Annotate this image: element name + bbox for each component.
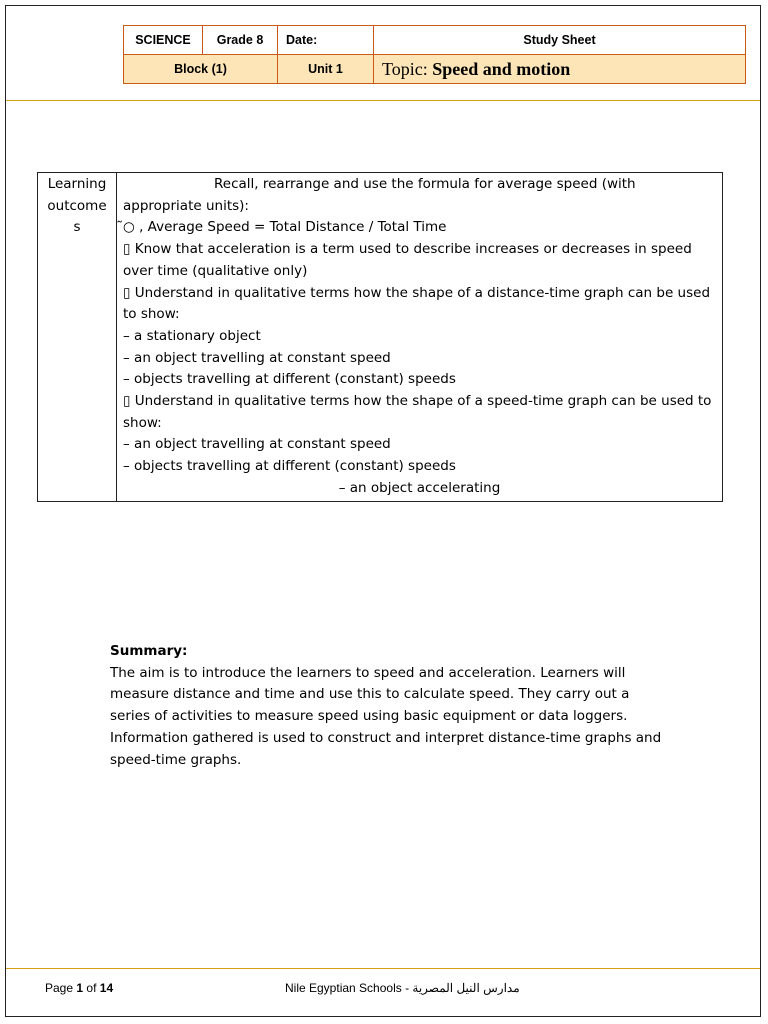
outcome-line: – a stationary object xyxy=(123,327,261,344)
outcome-line: – an object accelerating xyxy=(338,479,501,496)
date-cell: Date: xyxy=(278,26,374,55)
outcome-line: ▯ Know that acceleration is a term used to describe increases or decreases in speed over time (qualitative only) xyxy=(123,241,692,279)
outcome-line: Recall, rearrange and use the formula for average speed (with appropriate units): xyxy=(123,176,636,214)
summary-title: Summary: xyxy=(110,643,188,659)
topic-cell xyxy=(374,55,746,84)
header-rule xyxy=(6,100,760,101)
outcome-line: ̃○ , Average Speed = Total Distance / Total Time xyxy=(123,219,447,236)
outcome-line: – an object travelling at constant speed xyxy=(123,349,391,366)
page-of: of xyxy=(86,981,97,995)
topic-value: Speed and motion xyxy=(432,58,571,79)
outcome-line: – objects travelling at different (constant) speeds xyxy=(123,458,456,475)
page-number xyxy=(45,981,113,995)
block-cell: Block (1) xyxy=(124,55,278,84)
unit-cell: Unit 1 xyxy=(278,55,374,84)
outcome-line: – an object travelling at constant speed xyxy=(123,436,391,453)
topic-label: Topic: xyxy=(382,58,428,79)
header-table xyxy=(123,25,746,84)
learning-outcomes-label: Learning outcomes xyxy=(38,173,117,502)
school-name: Nile Egyptian Schools - مدارس النيل المصرية xyxy=(285,981,520,995)
outcome-line: – objects travelling at different (constant) speeds xyxy=(123,371,456,388)
learning-outcomes-content xyxy=(117,173,723,502)
learning-outcomes-table xyxy=(37,172,723,502)
outcome-line: ▯ Understand in qualitative terms how the shape of a speed-time graph can be used to show: xyxy=(123,393,712,431)
summary-text: The aim is to introduce the learners to speed and acceleration. Learners will measure distance and time and use this to calculate speed. They carry out a series of activities to measure speed using basic equipment or data loggers. Information gathered is used to construct and interpret distance-time graphs and speed-time graphs. xyxy=(110,664,662,768)
sheet-type-cell: Study Sheet xyxy=(374,26,746,55)
subject-cell: SCIENCE xyxy=(124,26,203,55)
footer-rule xyxy=(6,968,760,969)
page-prefix: Page xyxy=(45,981,74,995)
page-border xyxy=(5,5,761,1017)
page-current: 1 xyxy=(76,981,84,995)
grade-cell: Grade 8 xyxy=(203,26,278,55)
page-total: 14 xyxy=(99,981,114,995)
outcome-line: ▯ Understand in qualitative terms how the shape of a distance-time graph can be used to show: xyxy=(123,284,711,323)
summary-section xyxy=(110,641,670,771)
